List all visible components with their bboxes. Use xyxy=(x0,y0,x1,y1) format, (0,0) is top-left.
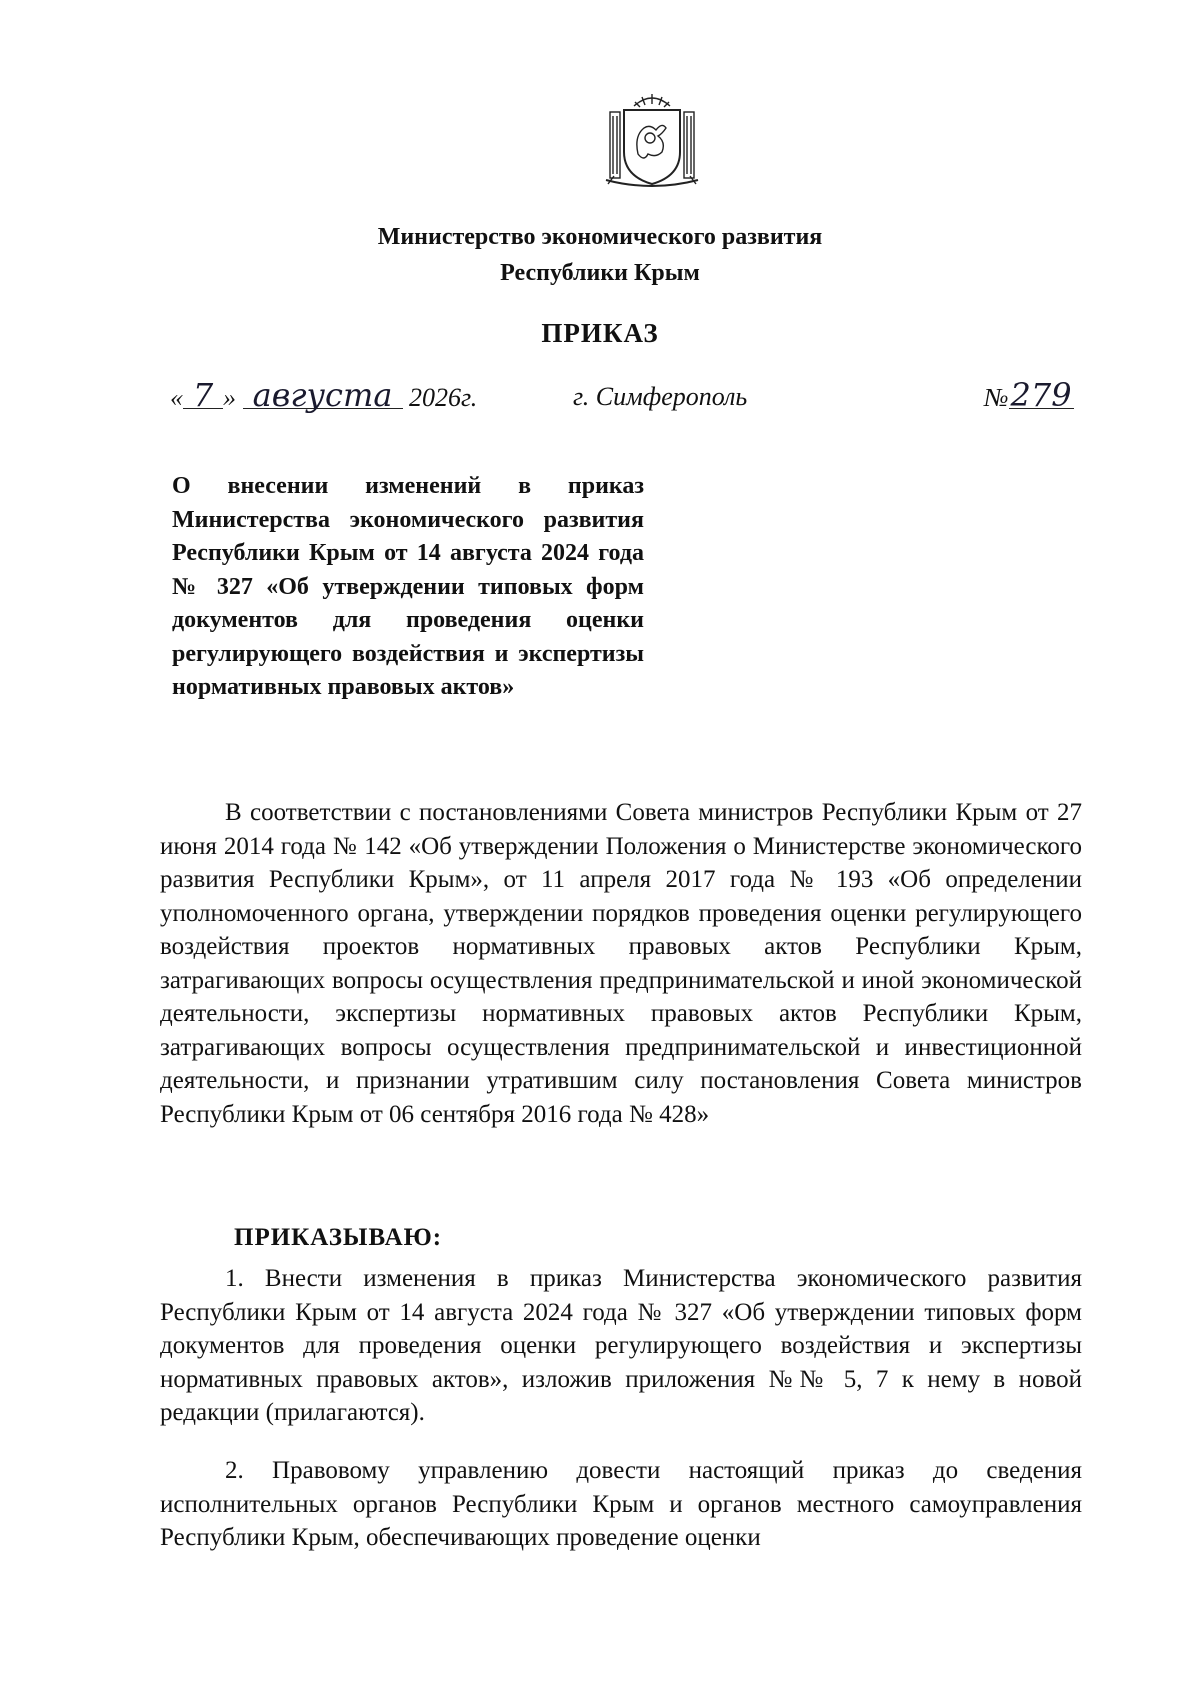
order-heading: ПРИКАЗЫВАЮ: xyxy=(234,1224,443,1251)
document-date xyxy=(170,376,478,414)
number-sign: № xyxy=(984,383,1009,412)
document-subject: О внесении изменений в приказ Министерства экономического развития Республики Крым от 14 августа 2024 года № 327 «Об утверждении типовых форм документов для проведения оценки регулирующего воздействия и экспертизы нормативных правовых актов» xyxy=(172,473,644,700)
document-city: г. Симферополь xyxy=(573,382,748,411)
order-item-1: 1. Внести изменения в приказ Министерства экономического развития Республики Крым от 14 августа 2024 года № 327 «Об утверждении типовых форм документов для проведения оценки регулирующего воздействия и экспертизы нормативных правовых актов», изложив приложения №№ 5, 7 к нему в новой редакции (прилагаются). xyxy=(160,1265,1082,1426)
document-number xyxy=(984,376,1074,414)
date-month: августа xyxy=(243,382,403,409)
number-value: 279 xyxy=(1010,376,1072,414)
order-item-2: 2. Правовому управлению довести настоящий приказ до сведения исполнительных органов Республики Крым и органов местного самоуправления Республики Крым, обеспечивающих проведение оценки xyxy=(160,1457,1082,1551)
organization-name: Министерство экономического развития xyxy=(377,224,823,250)
date-year: 2026г. xyxy=(409,383,478,412)
preamble-paragraph: В соответствии с постановлениями Совета министров Республики Крым от 27 июня 2014 года № 142 «Об утверждении Положения о Министерстве экономического развития Республики Крым», от 11 апреля 2017 года № 193 «Об определении уполномоченного органа, утверждении порядков проведения оценки регулирующего воздействия проектов нормативных правовых актов Республики Крым, затрагивающих вопросы осуществления предпринимательской и иной экономической деятельности, экспертизы нормативных правовых актов Республики Крым, затрагивающих вопросы осуществления предпринимательской и инвестиционной деятельности, и признании утратившим силу постановления Совета министров Республики Крым от 06 сентября 2016 года № 428» xyxy=(160,799,1082,1128)
organization-region: Республики Крым xyxy=(500,260,700,286)
date-open-quote: « xyxy=(170,383,183,412)
document-type: ПРИКАЗ xyxy=(541,318,659,348)
date-day: 7 xyxy=(183,382,223,409)
crimea-coat-of-arms-icon xyxy=(604,92,700,192)
date-close-quote: » xyxy=(223,383,236,412)
